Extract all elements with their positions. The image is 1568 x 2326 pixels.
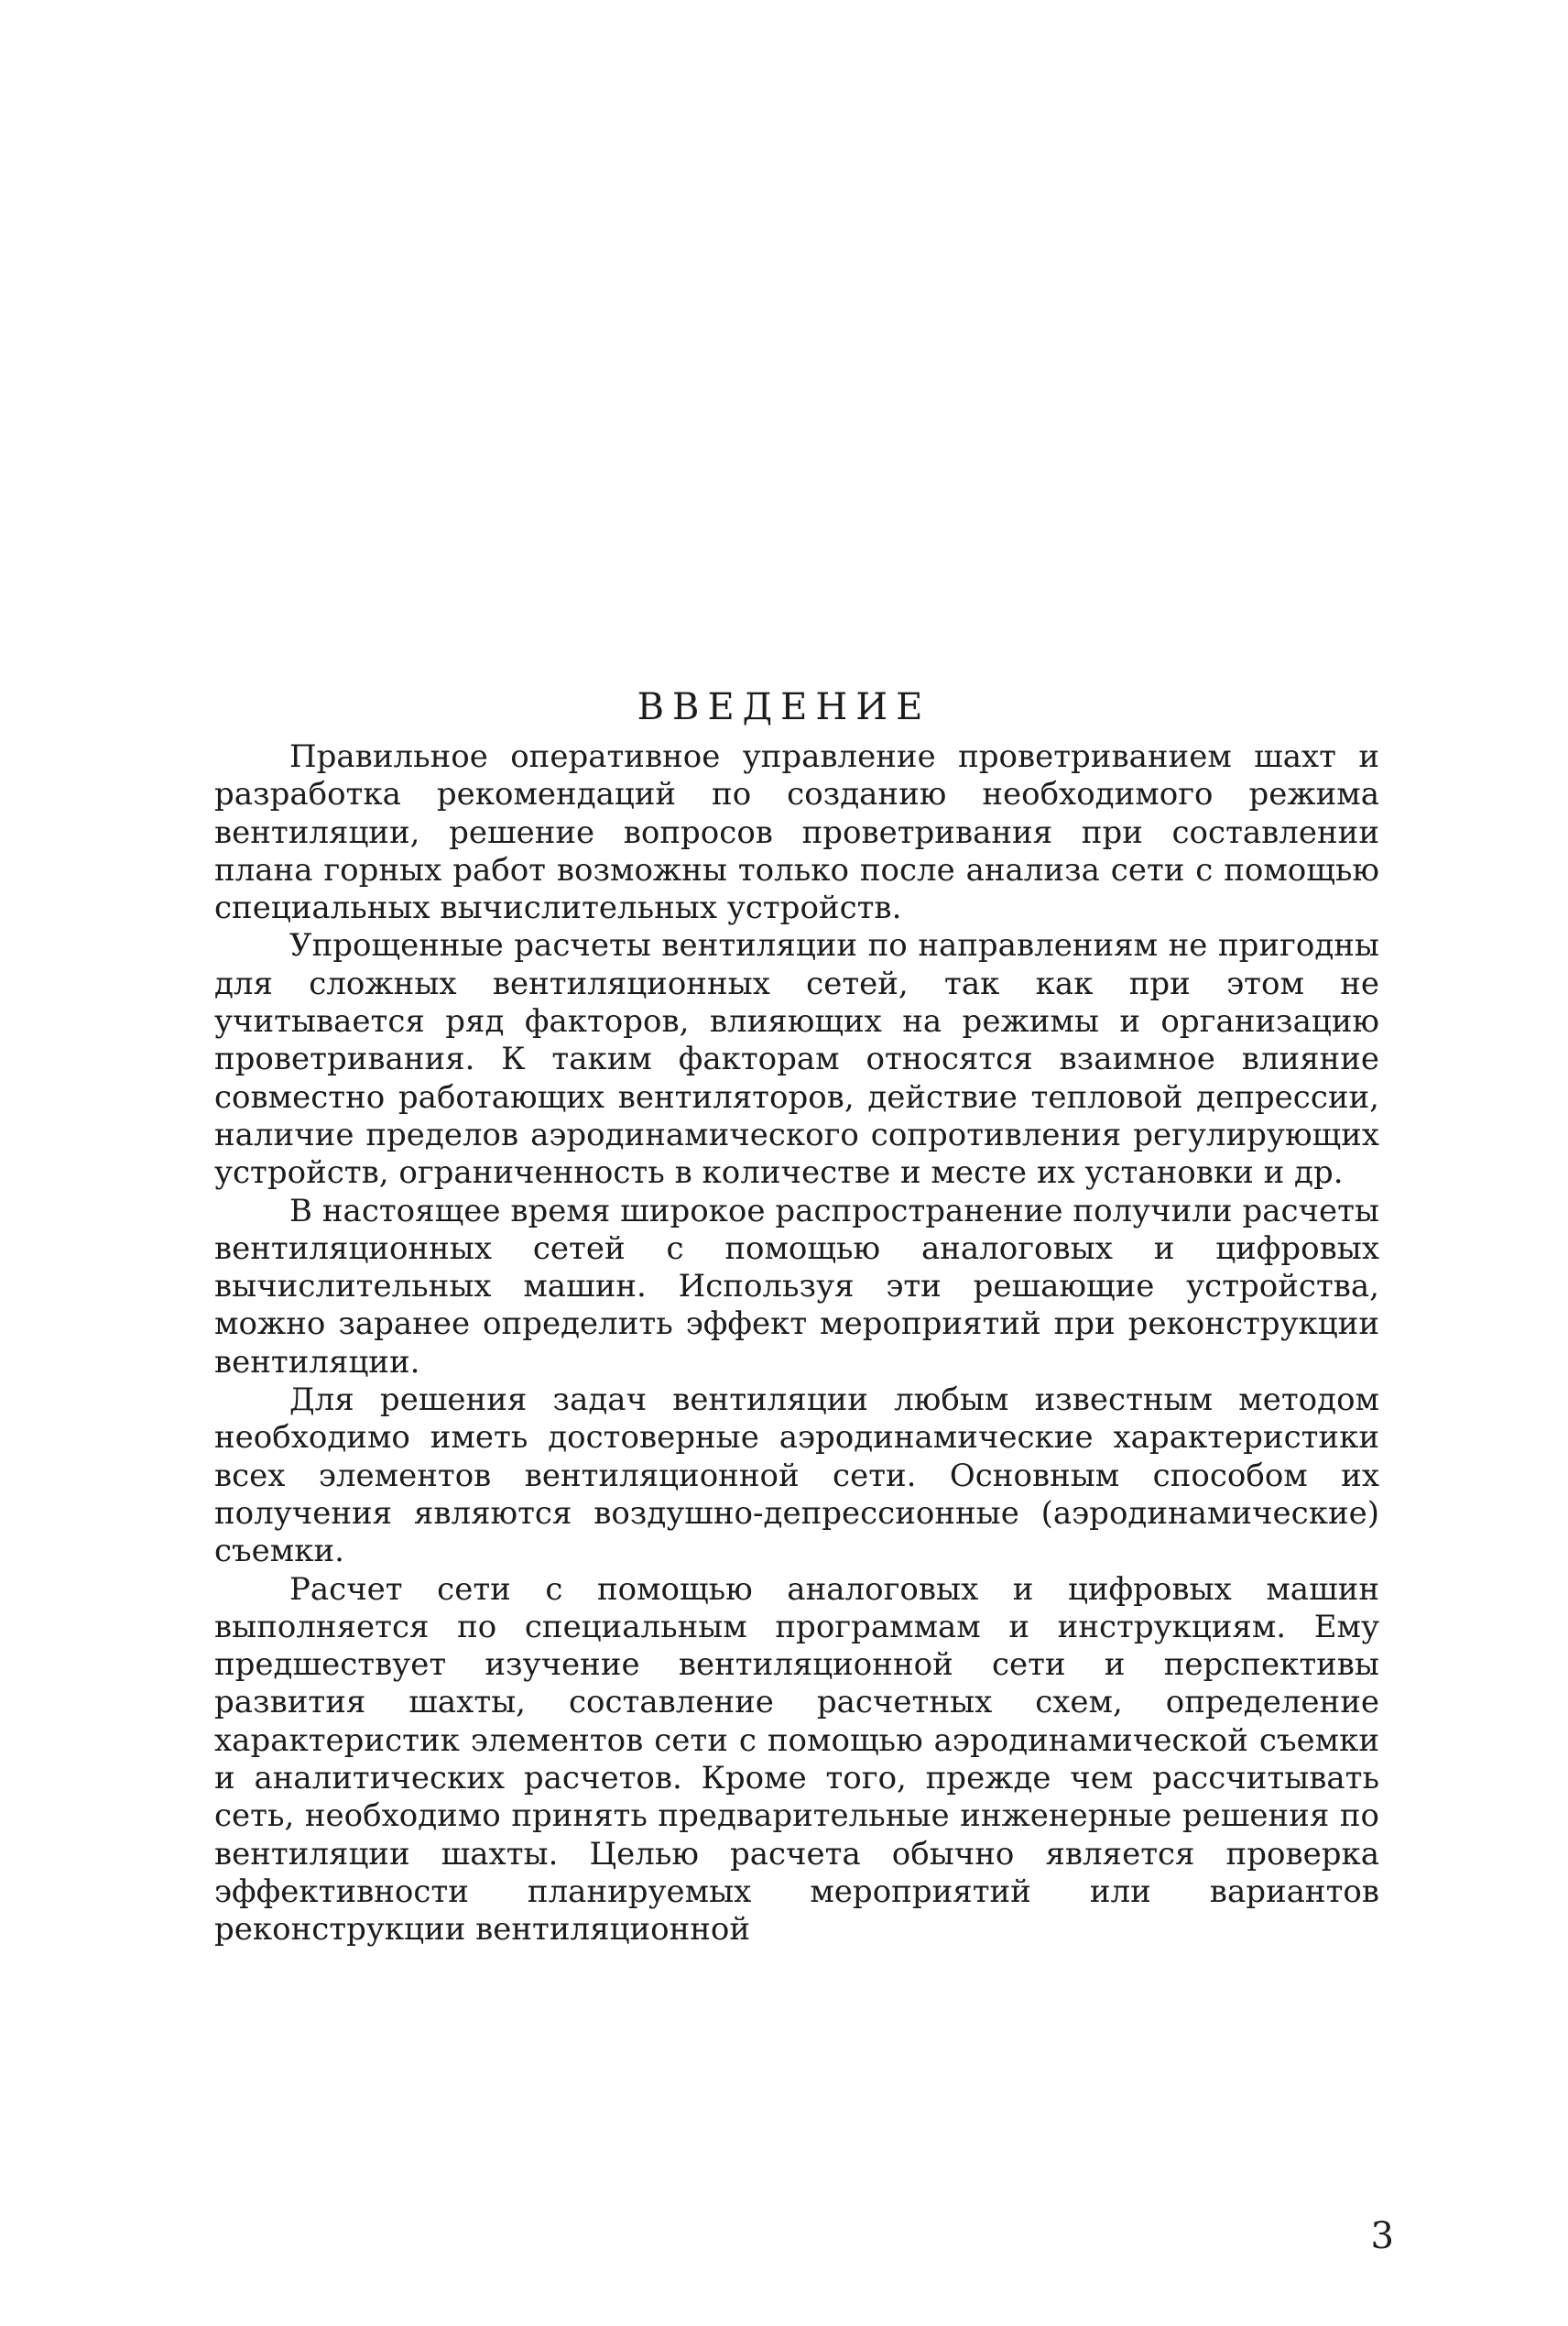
page-number: 3 — [1370, 2215, 1394, 2257]
paragraph-5: Расчет сети с помощью аналоговых и цифровых машин выполняется по специальным программам и инструкциям. Ему предшествует изучение вентиляционной сети и перспективы развития шахты, составление расчетных схем, определение характеристик элементов сети с помощью аэродинамической съемки и аналитических расчетов. Кроме того, прежде чем рассчитывать сеть, необходимо принять предварительные инженерные решения по вентиляции шахты. Целью расчета обычно является проверка эффективности планируемых мероприятий или вариантов реконструкции вентиляционной — [214, 1570, 1379, 1949]
section-title: ВВЕДЕНИЕ — [637, 685, 931, 728]
paragraph-3: В настоящее время широкое распространение получили расчеты вентиляционных сетей с помощью аналоговых и цифровых вычислительных машин. Используя эти решающие устройства, можно заранее определить эффект мероприятий при реконструкции вентиляции. — [214, 1192, 1379, 1381]
paragraph-4: Для решения задач вентиляции любым известным методом необходимо иметь достоверные аэродинамические характеристики всех элементов вентиляционной сети. Основным способом их получения являются воздушно-депрессионные (аэродинамические) съемки. — [214, 1381, 1379, 1570]
paragraph-1: Правильное оперативное управление проветриванием шахт и разработка рекомендаций по созданию необходимого режима вентиляции, решение вопросов проветривания при составлении плана горных работ возможны только после анализа сети с помощью специальных вычислительных устройств. — [214, 738, 1379, 927]
body-text — [214, 738, 1379, 1949]
paragraph-2: Упрощенные расчеты вентиляции по направлениям не пригодны для сложных вентиляционных сетей, так как при этом не учитывается ряд факторов, влияющих на режимы и организацию проветривания. К таким факторам относятся взаимное влияние совместно работающих вентиляторов, действие тепловой депрессии, наличие пределов аэродинамического сопротивления регулирующих устройств, ограниченность в количестве и месте их установки и др. — [214, 927, 1379, 1192]
